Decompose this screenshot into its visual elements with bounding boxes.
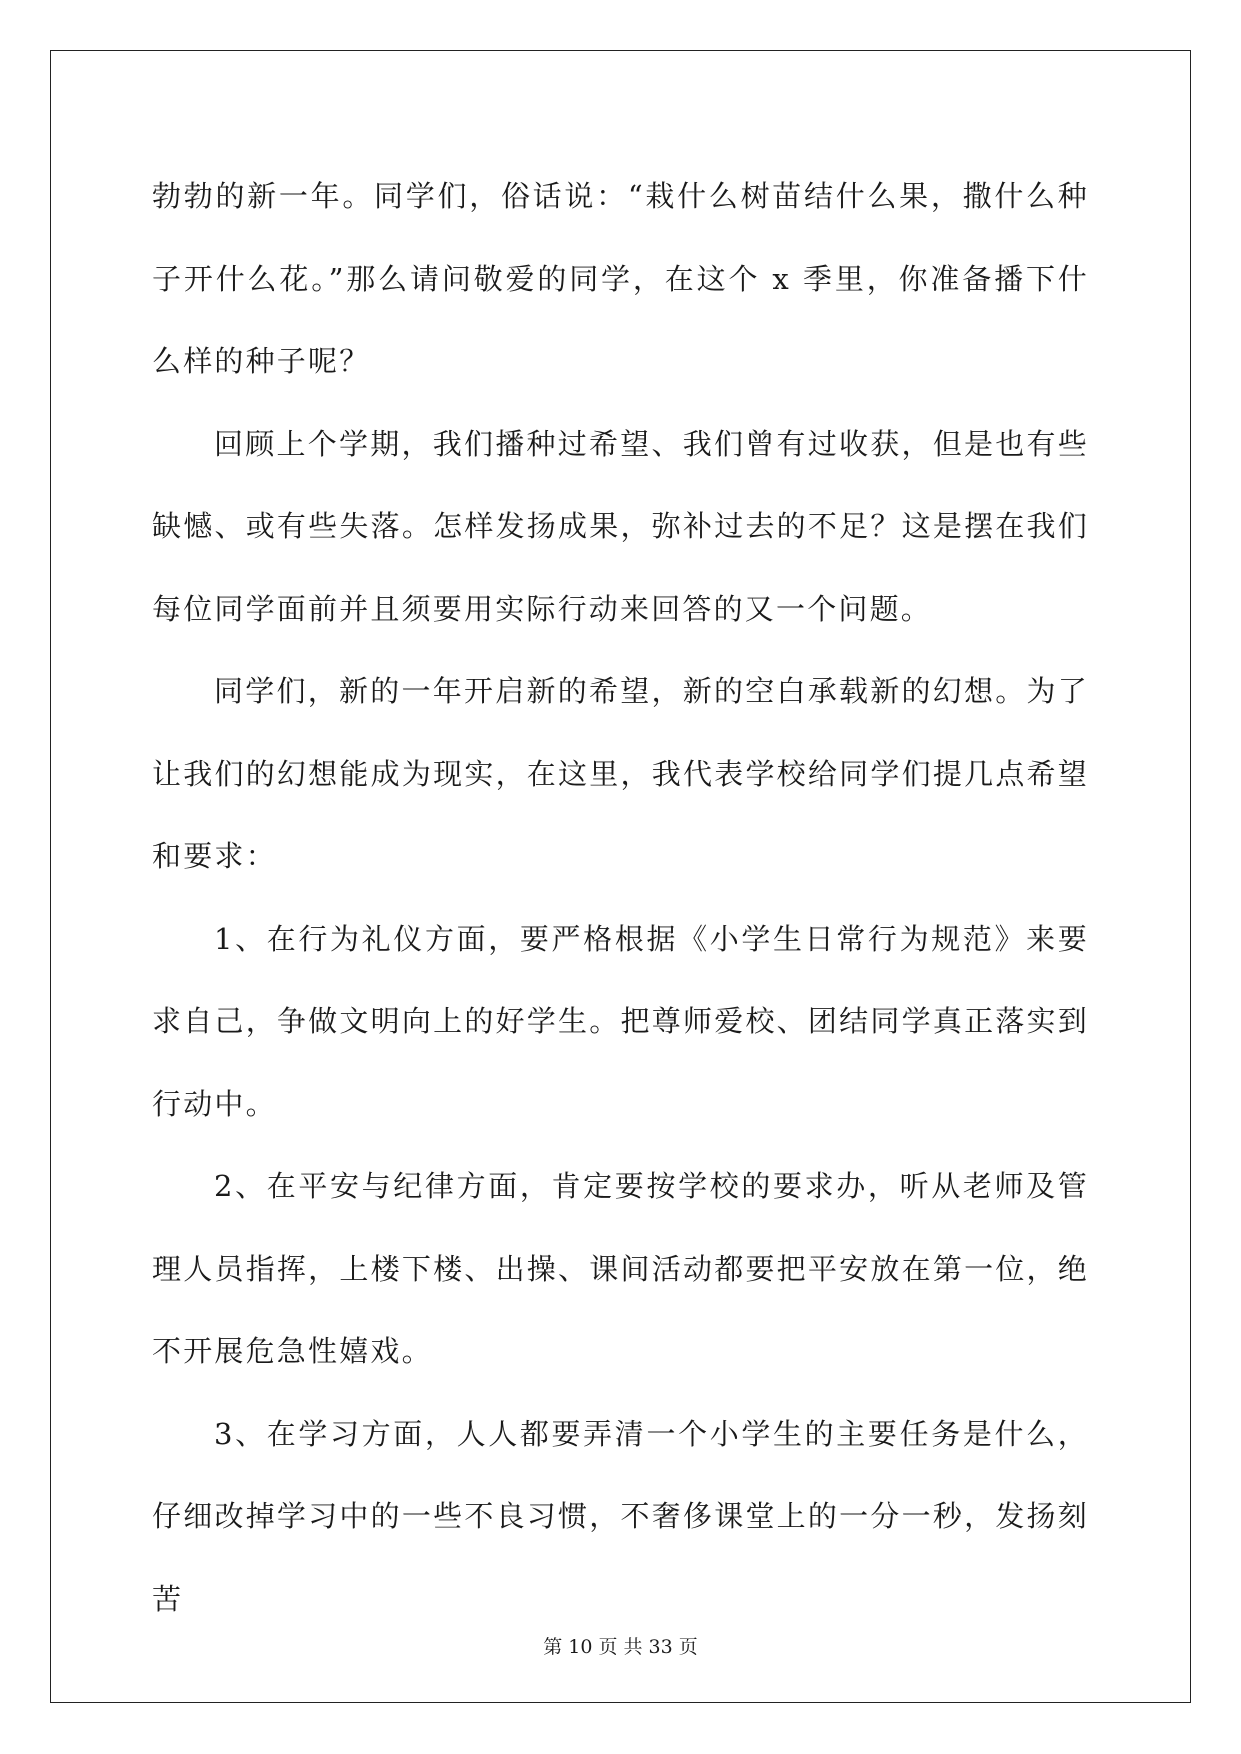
paragraph-6: 3、在学习方面，人人都要弄清一个小学生的主要任务是什么，仔细改掉学习中的一些不良习惯，不奢侈课堂上的一分一秒，发扬刻苦 — [152, 1416, 1089, 1616]
page-number: 第 10 页 共 33 页 — [543, 1636, 698, 1658]
paragraph-5: 2、在平安与纪律方面，肯定要按学校的要求办，听从老师及管理人员指挥，上楼下楼、出操、课间活动都要把平安放在第一位，绝不开展危急性嬉戏。 — [152, 1169, 1089, 1368]
paragraph-2: 回顾上个学期，我们播种过希望、我们曾有过收获，但是也有些缺憾、或有些失落。怎样发扬成果，弥补过去的不足？这是摆在我们每位同学面前并且须要用实际行动来回答的又一个问题。 — [152, 426, 1089, 626]
paragraph-4: 1、在行为礼仪方面，要严格根据《小学生日常行为规范》来要求自己，争做文明向上的好学生。把尊师爱校、团结同学真正落实到行动中。 — [152, 921, 1089, 1121]
document-body — [152, 155, 1089, 1640]
paragraph-1: 勃勃的新一年。同学们，俗话说：“栽什么树苗结什么果，撒什么种子开什么花。”那么请问敬爱的同学，在这个 x 季里，你准备播下什么样的种子呢？ — [152, 179, 1089, 378]
paragraph-3: 同学们，新的一年开启新的希望，新的空白承载新的幻想。为了让我们的幻想能成为现实，在这里，我代表学校给同学们提几点希望和要求： — [152, 674, 1089, 873]
